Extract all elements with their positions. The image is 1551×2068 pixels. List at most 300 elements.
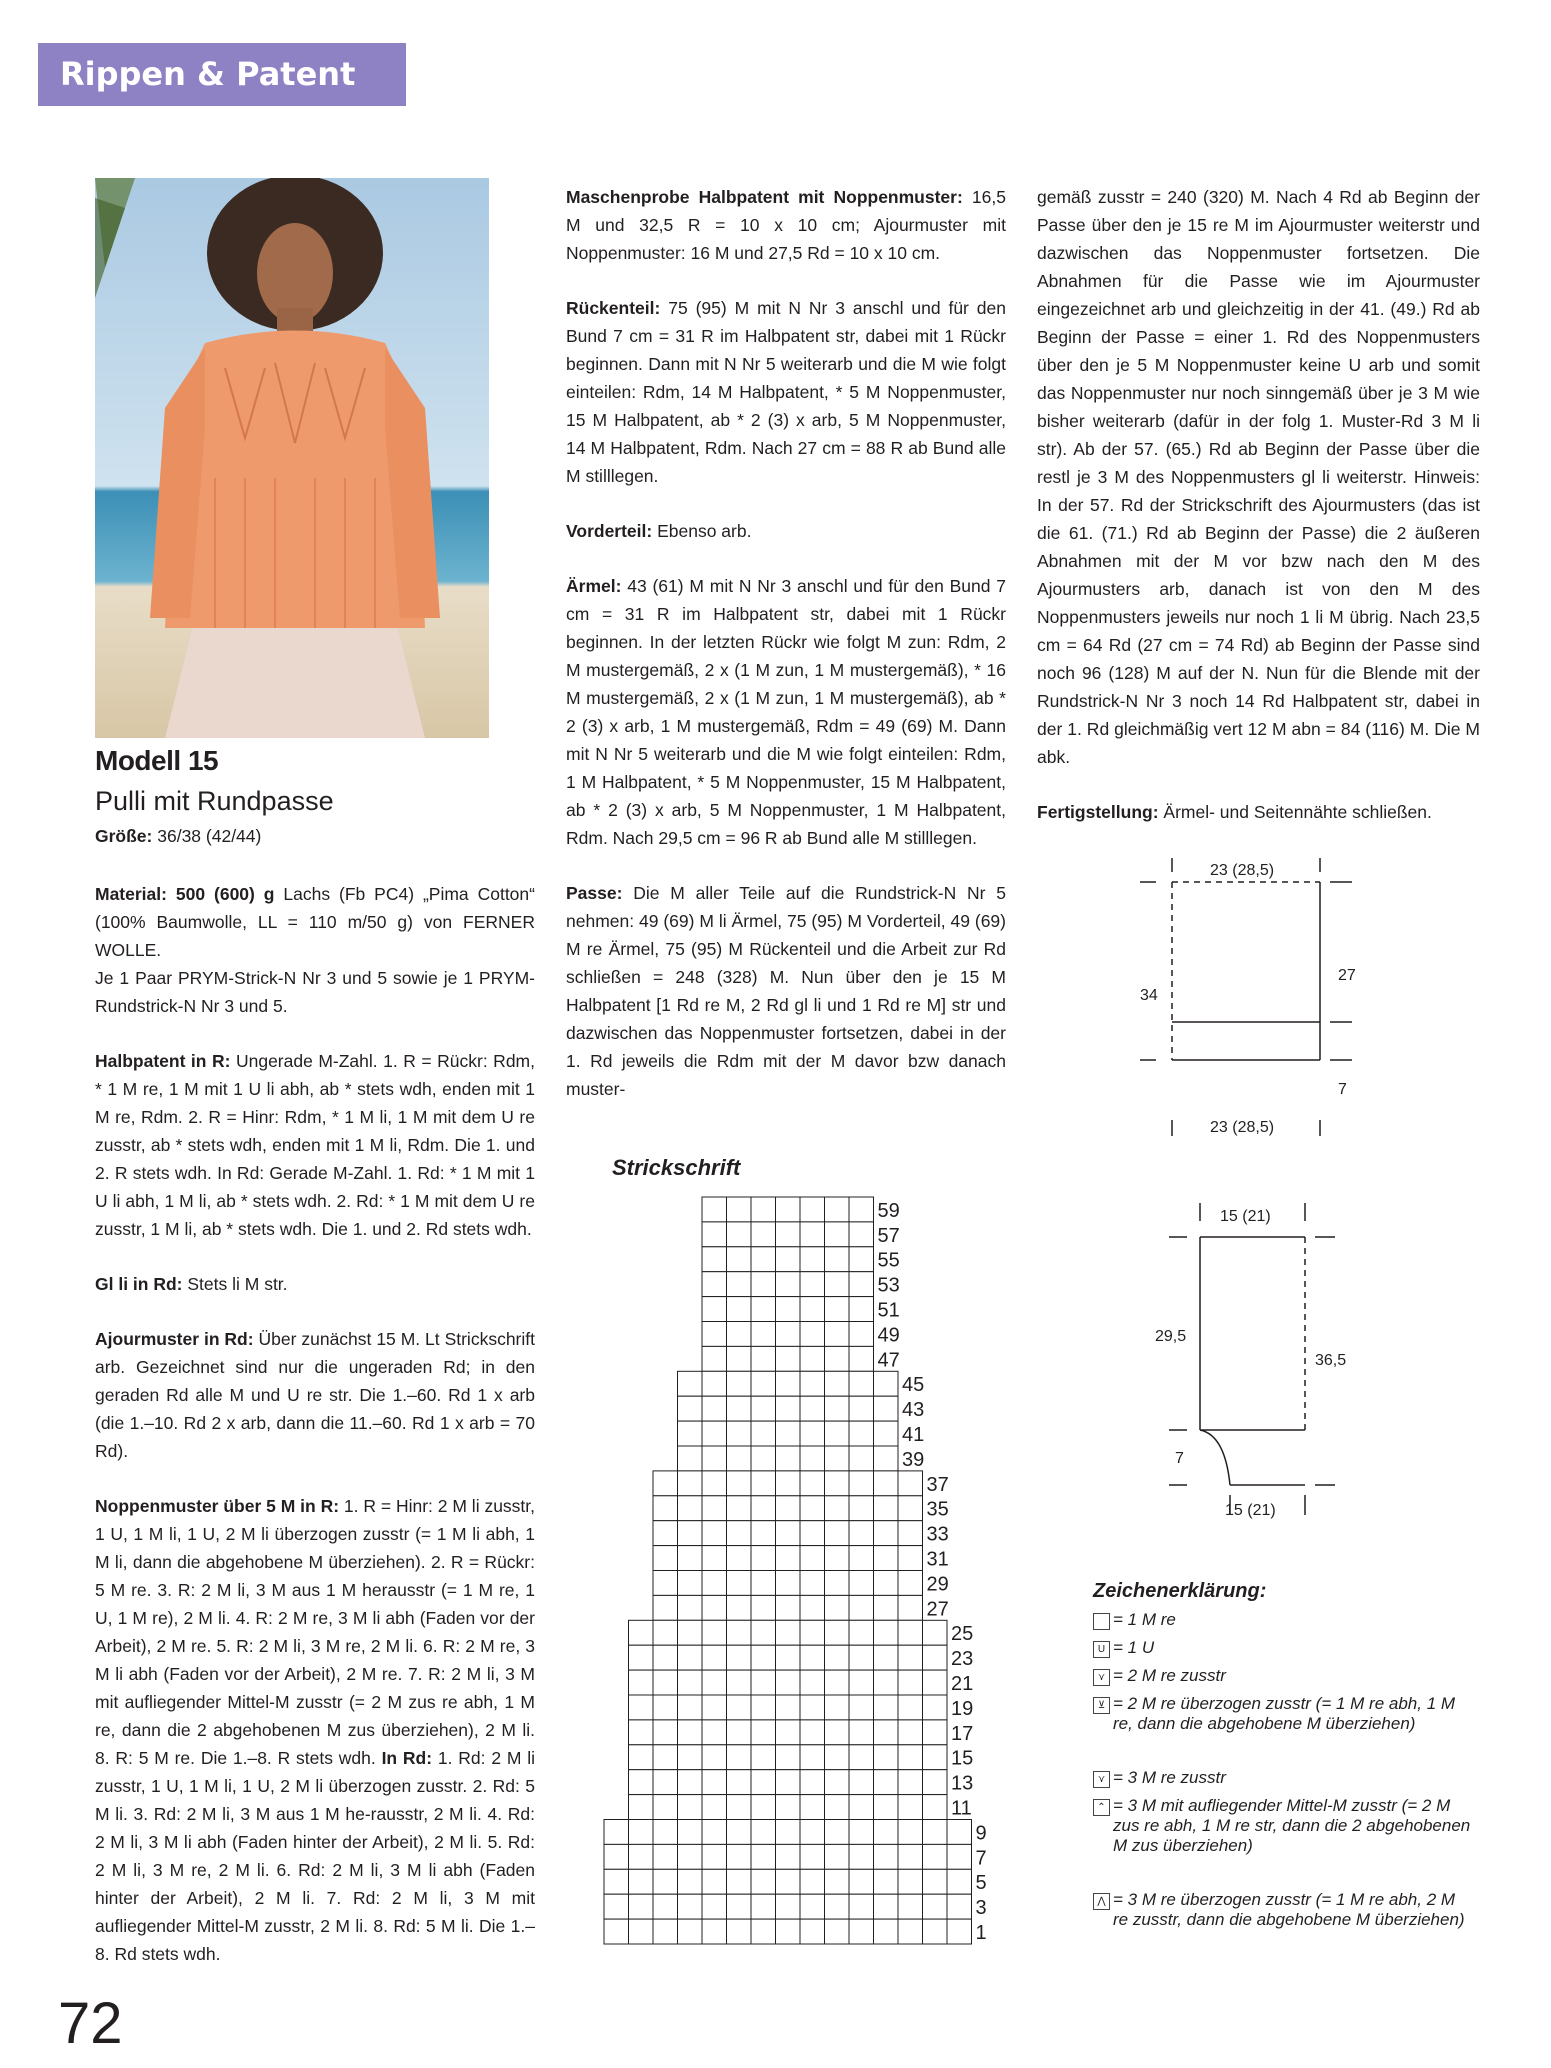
chart-cell: [751, 1371, 776, 1396]
chart-cell: [898, 1770, 923, 1795]
chart-cell: [874, 1521, 899, 1546]
sleeve-length-outer: 36,5: [1315, 1352, 1347, 1369]
chart-cell: [874, 1645, 899, 1670]
chart-cell: [849, 1272, 874, 1297]
chart-cell: [874, 1546, 899, 1571]
body-height-side: 27: [1338, 967, 1356, 984]
chart-cell: [727, 1720, 752, 1745]
chart-cell: [678, 1620, 703, 1645]
chart-cell: [825, 1869, 850, 1894]
chart-cell: [825, 1371, 850, 1396]
chart-cell: [800, 1620, 825, 1645]
chart-cell: [776, 1571, 801, 1596]
chart-row-label: 31: [926, 1548, 949, 1571]
chart-cell: [898, 1795, 923, 1820]
chart-cell: [727, 1620, 752, 1645]
chart-cell: [800, 1446, 825, 1471]
chart-cell: [825, 1222, 850, 1247]
knit-stitch-symbol: [1093, 1613, 1110, 1630]
chart-cell: [702, 1272, 727, 1297]
chart-cell: [800, 1595, 825, 1620]
chart-cell: [849, 1571, 874, 1596]
chart-row-label: 37: [926, 1473, 949, 1496]
chart-cell: [702, 1844, 727, 1869]
chart-cell: [874, 1571, 899, 1596]
chart-title: Strickschrift: [612, 1155, 741, 1180]
chart-cell: [702, 1222, 727, 1247]
instructions-column-1: [95, 880, 535, 1995]
chart-cell: [800, 1546, 825, 1571]
chart-cell: [678, 1894, 703, 1919]
chart-cell: [727, 1820, 752, 1845]
chart-cell: [751, 1745, 776, 1770]
chart-cell: [825, 1695, 850, 1720]
chart-cell: [727, 1869, 752, 1894]
chart-cell: [874, 1446, 899, 1471]
chart-cell: [751, 1396, 776, 1421]
glli-paragraph: [95, 1270, 535, 1298]
back-paragraph: [566, 294, 1006, 490]
chart-cell: [776, 1371, 801, 1396]
chart-cell: [751, 1346, 776, 1371]
chart-cell: [923, 1844, 948, 1869]
chart-cell: [702, 1322, 727, 1347]
chart-cell: [849, 1371, 874, 1396]
chart-cell: [751, 1247, 776, 1272]
glli-label: Gl li in Rd:: [95, 1274, 183, 1294]
chart-row-label: 55: [877, 1249, 900, 1272]
chart-cell: [702, 1371, 727, 1396]
chart-cell: [727, 1546, 752, 1571]
chart-row-label: 23: [951, 1648, 974, 1671]
chart-cell: [629, 1620, 654, 1645]
chart-cell: [776, 1421, 801, 1446]
model-size: [95, 826, 261, 847]
chart-cell: [923, 1820, 948, 1845]
chart-cell: [629, 1820, 654, 1845]
chart-cell: [653, 1770, 678, 1795]
chart-cell: [629, 1919, 654, 1944]
chart-cell: [678, 1820, 703, 1845]
chart-cell: [776, 1247, 801, 1272]
chart-cell: [776, 1770, 801, 1795]
chart-cell: [751, 1869, 776, 1894]
chart-cell: [898, 1595, 923, 1620]
glli-text: Stets li M str.: [187, 1274, 288, 1294]
chart-cell: [653, 1894, 678, 1919]
chart-cell: [653, 1546, 678, 1571]
chart-cell: [898, 1571, 923, 1596]
chart-cell: [849, 1620, 874, 1645]
needles-text: Je 1 Paar PRYM-Strick-N Nr 3 und 5 sowie je 1 PRYM-Rundstrick-N Nr 3 und 5.: [95, 968, 535, 1016]
chart-cell: [825, 1446, 850, 1471]
chart-cell: [653, 1496, 678, 1521]
chart-cell: [653, 1844, 678, 1869]
chart-cell: [751, 1471, 776, 1496]
chart-cell: [653, 1745, 678, 1770]
legend-item: ⌃ = 3 M mit aufliegender Mittel-M zusstr (= 2 M zus re abh, 1 M re str, dann die 2 abgehobenen M zus überziehen): [1093, 1796, 1473, 1856]
chart-cell: [874, 1820, 899, 1845]
chart-cell: [702, 1670, 727, 1695]
chart-cell: [702, 1595, 727, 1620]
chart-cell: [825, 1197, 850, 1222]
chart-cell: [898, 1844, 923, 1869]
finish-paragraph: [1037, 798, 1480, 826]
chart-cell: [825, 1720, 850, 1745]
chart-cell: [776, 1695, 801, 1720]
chart-row-label: 1: [975, 1922, 987, 1944]
chart-row-label: 49: [877, 1324, 900, 1347]
ajour-text: Über zunächst 15 M. Lt Strickschrift arb. Gezeichnet sind nur die ungeraden Rd; in den geraden Rd alle M und U re str. Die 1.–60. Rd 1 x arb (die 1.–10. Rd 2 x arb, dann die 11.–60. Rd 1 x arb = 70 Rd).: [95, 1329, 535, 1461]
chart-cell: [751, 1297, 776, 1322]
chart-cell: [751, 1770, 776, 1795]
chart-cell: [776, 1346, 801, 1371]
chart-cell: [825, 1770, 850, 1795]
chart-cell: [727, 1496, 752, 1521]
chart-cell: [727, 1919, 752, 1944]
chart-cell: [923, 1770, 948, 1795]
chart-cell: [800, 1396, 825, 1421]
chart-cell: [800, 1371, 825, 1396]
knitting-chart: [600, 1195, 1020, 1965]
chart-cell: [874, 1695, 899, 1720]
chart-row-label: 59: [877, 1199, 900, 1222]
chart-cell: [604, 1844, 629, 1869]
legend-item: U = 1 U: [1093, 1638, 1473, 1658]
chart-cell: [923, 1670, 948, 1695]
noppen-rd-label: In Rd:: [381, 1748, 433, 1768]
chart-cell: [825, 1272, 850, 1297]
size-value: 36/38 (42/44): [157, 826, 262, 846]
chart-cell: [898, 1745, 923, 1770]
chart-cell: [702, 1620, 727, 1645]
legend-item: ⋎ = 3 M re zusstr: [1093, 1768, 1473, 1788]
chart-row-label: 27: [926, 1598, 949, 1621]
chart-cell: [629, 1795, 654, 1820]
chart-cell: [751, 1446, 776, 1471]
chart-cell: [776, 1272, 801, 1297]
chart-cell: [874, 1496, 899, 1521]
chart-cell: [849, 1446, 874, 1471]
chart-cell: [727, 1297, 752, 1322]
chart-cell: [727, 1571, 752, 1596]
chart-cell: [727, 1844, 752, 1869]
chart-cell: [874, 1745, 899, 1770]
chart-cell: [849, 1346, 874, 1371]
chart-cell: [800, 1297, 825, 1322]
chart-cell: [776, 1297, 801, 1322]
central-double-decrease-symbol: ⌃: [1093, 1799, 1110, 1816]
chart-cell: [776, 1919, 801, 1944]
chart-cell: [629, 1770, 654, 1795]
chart-cell: [653, 1820, 678, 1845]
chart-cell: [776, 1595, 801, 1620]
chart-cell: [751, 1620, 776, 1645]
chart-cell: [629, 1869, 654, 1894]
chart-cell: [800, 1894, 825, 1919]
chart-row-label: 29: [926, 1573, 949, 1596]
chart-cell: [776, 1396, 801, 1421]
chart-cell: [923, 1919, 948, 1944]
chart-cell: [849, 1645, 874, 1670]
chart-cell: [874, 1371, 899, 1396]
chart-cell: [702, 1521, 727, 1546]
chart-cell: [727, 1595, 752, 1620]
chart-cell: [702, 1820, 727, 1845]
body-rib-height: 7: [1338, 1081, 1347, 1098]
chart-cell: [849, 1471, 874, 1496]
chart-row-label: 41: [902, 1424, 925, 1446]
chart-cell: [678, 1695, 703, 1720]
chart-cell: [898, 1670, 923, 1695]
chart-cell: [702, 1745, 727, 1770]
sleeve-label: Ärmel:: [566, 576, 622, 596]
chart-cell: [727, 1745, 752, 1770]
chart-cell: [849, 1720, 874, 1745]
chart-cell: [653, 1720, 678, 1745]
chart-cell: [874, 1894, 899, 1919]
sleeve-width-bottom: 15 (21): [1225, 1502, 1276, 1519]
chart-cell: [702, 1770, 727, 1795]
sleeve-length-inner: 29,5: [1155, 1328, 1187, 1345]
chart-row-label: 11: [951, 1797, 972, 1820]
chart-cell: [825, 1620, 850, 1645]
chart-cell: [825, 1496, 850, 1521]
model-subtitle: Pulli mit Rundpasse: [95, 786, 334, 816]
chart-row-label: 3: [975, 1897, 987, 1920]
chart-cell: [849, 1197, 874, 1222]
chart-cell: [678, 1670, 703, 1695]
section-title: Rippen & Patent: [60, 55, 356, 93]
chart-cell: [825, 1247, 850, 1272]
chart-cell: [849, 1919, 874, 1944]
chart-cell: [874, 1595, 899, 1620]
chart-row-label: 45: [902, 1374, 925, 1397]
chart-cell: [776, 1197, 801, 1222]
chart-cell: [776, 1894, 801, 1919]
chart-cell: [702, 1919, 727, 1944]
chart-cell: [727, 1371, 752, 1396]
chart-cell: [825, 1645, 850, 1670]
chart-cell: [678, 1770, 703, 1795]
chart-cell: [849, 1844, 874, 1869]
chart-cell: [800, 1919, 825, 1944]
chart-cell: [874, 1396, 899, 1421]
chart-cell: [825, 1346, 850, 1371]
chart-cell: [751, 1894, 776, 1919]
chart-cell: [678, 1446, 703, 1471]
sleeve-text: 43 (61) M mit N Nr 3 anschl und für den Bund 7 cm = 31 R im Halbpatent str, dabei mit 1 Rückr beginnen. In der letzten Rückr wie folgt M zun: Rdm, 2 M mustergemäß, 2 x (1 M zun, 1 M mustergemäß), * 16 M mustergemäß, 2 x (1 M zun, 1 M mustergemäß), ab * 2 (3) x arb, 1 M mustergemäß, Rdm = 49 (69) M. Dann mit N Nr 5 weiterarb und die M wie folgt einteilen: Rdm, 1 M Halbpatent, * 5 M Noppenmuster, 15 M Halbpatent, ab * 2 (3) x arb, 5 M Noppenmuster, 1 M Halbpatent, Rdm. Nach 29,5 cm = 96 R ab Bund alle M stilllegen.: [566, 576, 1006, 848]
chart-cell: [923, 1795, 948, 1820]
gauge-text: 16,5 M und 32,5 R = 10 x 10 cm; Ajourmuster mit Noppenmuster: 16 M und 27,5 Rd = 10 x 10 cm.: [566, 187, 1006, 263]
k2tog-symbol: ⋎: [1093, 1669, 1110, 1686]
chart-cell: [849, 1695, 874, 1720]
front-label: Vorderteil:: [566, 521, 653, 541]
chart-cell: [923, 1894, 948, 1919]
chart-cell: [947, 1894, 972, 1919]
chart-cell: [702, 1297, 727, 1322]
chart-cell: [678, 1546, 703, 1571]
chart-cell: [702, 1446, 727, 1471]
chart-cell: [776, 1745, 801, 1770]
chart-cell: [751, 1496, 776, 1521]
chart-cell: [702, 1571, 727, 1596]
chart-row-label: 53: [877, 1274, 900, 1297]
chart-cell: [751, 1421, 776, 1446]
chart-cell: [849, 1869, 874, 1894]
chart-cell: [702, 1894, 727, 1919]
chart-cell: [653, 1521, 678, 1546]
chart-row-label: 7: [975, 1847, 987, 1870]
chart-cell: [776, 1645, 801, 1670]
chart-row-label: 21: [951, 1673, 974, 1695]
chart-cell: [678, 1496, 703, 1521]
chart-cell: [825, 1396, 850, 1421]
chart-row-label: 51: [877, 1299, 900, 1322]
front-text: Ebenso arb.: [657, 521, 752, 541]
page-number: 72: [58, 1991, 123, 2056]
chart-cell: [800, 1795, 825, 1820]
chart-cell: [874, 1620, 899, 1645]
chart-cell: [800, 1421, 825, 1446]
body-width-top: 23 (28,5): [1210, 862, 1275, 879]
chart-cell: [776, 1844, 801, 1869]
chart-cell: [678, 1571, 703, 1596]
chart-cell: [849, 1247, 874, 1272]
material-paragraph: [95, 880, 535, 1020]
chart-row-label: 33: [926, 1523, 949, 1546]
chart-cell: [604, 1894, 629, 1919]
chart-cell: [678, 1595, 703, 1620]
yoke-continued-paragraph: [1037, 183, 1480, 771]
chart-cell: [849, 1770, 874, 1795]
chart-cell: [849, 1496, 874, 1521]
chart-cell: [898, 1695, 923, 1720]
chart-cell: [678, 1471, 703, 1496]
section-header-tab: [38, 43, 406, 106]
chart-cell: [702, 1695, 727, 1720]
chart-cell: [702, 1346, 727, 1371]
chart-cell: [874, 1471, 899, 1496]
halbpatent-label: Halbpatent in R:: [95, 1051, 231, 1071]
chart-cell: [898, 1521, 923, 1546]
chart-cell: [776, 1496, 801, 1521]
chart-row-label: 35: [926, 1498, 949, 1521]
chart-cell: [653, 1919, 678, 1944]
chart-cell: [849, 1820, 874, 1845]
chart-cell: [751, 1521, 776, 1546]
chart-cell: [849, 1595, 874, 1620]
chart-cell: [898, 1645, 923, 1670]
chart-cell: [849, 1396, 874, 1421]
chart-cell: [653, 1795, 678, 1820]
ajour-label: Ajourmuster in Rd:: [95, 1329, 254, 1349]
chart-cells: [604, 1197, 972, 1944]
chart-cell: [702, 1645, 727, 1670]
material-label: Material: 500 (600) g: [95, 884, 275, 904]
k3tog-symbol: ⋎: [1093, 1771, 1110, 1788]
chart-cell: [702, 1471, 727, 1496]
chart-cell: [751, 1546, 776, 1571]
chart-cell: [825, 1894, 850, 1919]
chart-cell: [825, 1919, 850, 1944]
finish-text: Ärmel- und Seitennähte schließen.: [1163, 802, 1432, 822]
chart-cell: [702, 1396, 727, 1421]
chart-cell: [776, 1222, 801, 1247]
chart-cell: [751, 1670, 776, 1695]
chart-cell: [898, 1620, 923, 1645]
chart-cell: [849, 1322, 874, 1347]
legend-title: Zeichenerklärung:: [1093, 1580, 1267, 1602]
chart-cell: [727, 1446, 752, 1471]
chart-cell: [874, 1844, 899, 1869]
chart-cell: [874, 1421, 899, 1446]
chart-cell: [923, 1745, 948, 1770]
chart-cell: [898, 1820, 923, 1845]
chart-cell: [800, 1745, 825, 1770]
chart-cell: [629, 1695, 654, 1720]
chart-cell: [727, 1795, 752, 1820]
chart-cell: [898, 1546, 923, 1571]
chart-cell: [678, 1521, 703, 1546]
chart-cell: [727, 1222, 752, 1247]
chart-cell: [727, 1894, 752, 1919]
chart-cell: [825, 1670, 850, 1695]
chart-cell: [727, 1421, 752, 1446]
chart-cell: [604, 1820, 629, 1845]
chart-cell: [604, 1869, 629, 1894]
chart-row-label: 9: [975, 1822, 987, 1845]
chart-cell: [776, 1471, 801, 1496]
chart-cell: [678, 1720, 703, 1745]
chart-cell: [825, 1844, 850, 1869]
chart-cell: [825, 1521, 850, 1546]
chart-cell: [727, 1770, 752, 1795]
chart-cell: [849, 1297, 874, 1322]
chart-cell: [776, 1795, 801, 1820]
chart-cell: [923, 1695, 948, 1720]
legend-item: ⊻ = 2 M re überzogen zusstr (= 1 M re abh, 1 M re, dann die abgehobene M überziehen): [1093, 1694, 1473, 1734]
back-text: 75 (95) M mit N Nr 3 anschl und für den Bund 7 cm = 31 R im Halbpatent str, dabei mit 1 Rückr beginnen. Dann mit N Nr 5 weiterarb und die M wie folgt einteilen: Rdm, 14 M Halbpatent, * 5 M Noppenmuster, 15 M Halbpatent, ab * 2 (3) x arb, 5 M Noppenmuster, 14 M Halbpatent, Rdm. Nach 27 cm = 88 R ab Bund alle M stilllegen.: [566, 298, 1006, 486]
chart-cell: [800, 1197, 825, 1222]
instructions-column-2: [566, 183, 1006, 1130]
noppen-rd-text: 1. Rd: 2 M li zusstr, 1 U, 1 M li, 1 U, 2 M li überzogen zusstr. 2. Rd: 5 M li. 3. Rd: 2 M li, 3 M aus 1 M he-rausstr, 2 M li. 4. Rd: 2 M li, 3 M li abh (Faden hinter der Arbeit), 2 M li. 5. Rd: 2 M li, 3 M re, 2 M li. 6. Rd: 2 M li, 3 M li abh (Faden hinter der Arbeit), 2 M li. 7. Rd: 2 M li, 3 M mit aufliegender Mittel-M zusstr, 2 M li. 8. Rd: 5 M li. Die 1.–8. Rd stets wdh.: [95, 1748, 535, 1964]
gauge-paragraph: [566, 183, 1006, 267]
chart-cell: [947, 1844, 972, 1869]
sleeve-paragraph: [566, 572, 1006, 852]
body-height-total: 34: [1140, 987, 1158, 1004]
chart-cell: [678, 1371, 703, 1396]
chart-cell: [947, 1919, 972, 1944]
halbpatent-paragraph: [95, 1047, 535, 1243]
instructions-column-3: [1037, 183, 1480, 853]
chart-row-label: 43: [902, 1399, 925, 1422]
back-label: Rückenteil:: [566, 298, 661, 318]
chart-cell: [629, 1844, 654, 1869]
chart-cell: [678, 1421, 703, 1446]
chart-row-label: 13: [951, 1772, 974, 1795]
chart-cell: [800, 1322, 825, 1347]
chart-cell: [678, 1396, 703, 1421]
chart-cell: [874, 1720, 899, 1745]
chart-cell: [629, 1745, 654, 1770]
sleeve-rib-height: 7: [1175, 1450, 1184, 1467]
chart-cell: [776, 1720, 801, 1745]
chart-cell: [629, 1894, 654, 1919]
chart-cell: [923, 1620, 948, 1645]
sk2po-symbol: ⋀: [1093, 1893, 1110, 1910]
chart-cell: [923, 1645, 948, 1670]
